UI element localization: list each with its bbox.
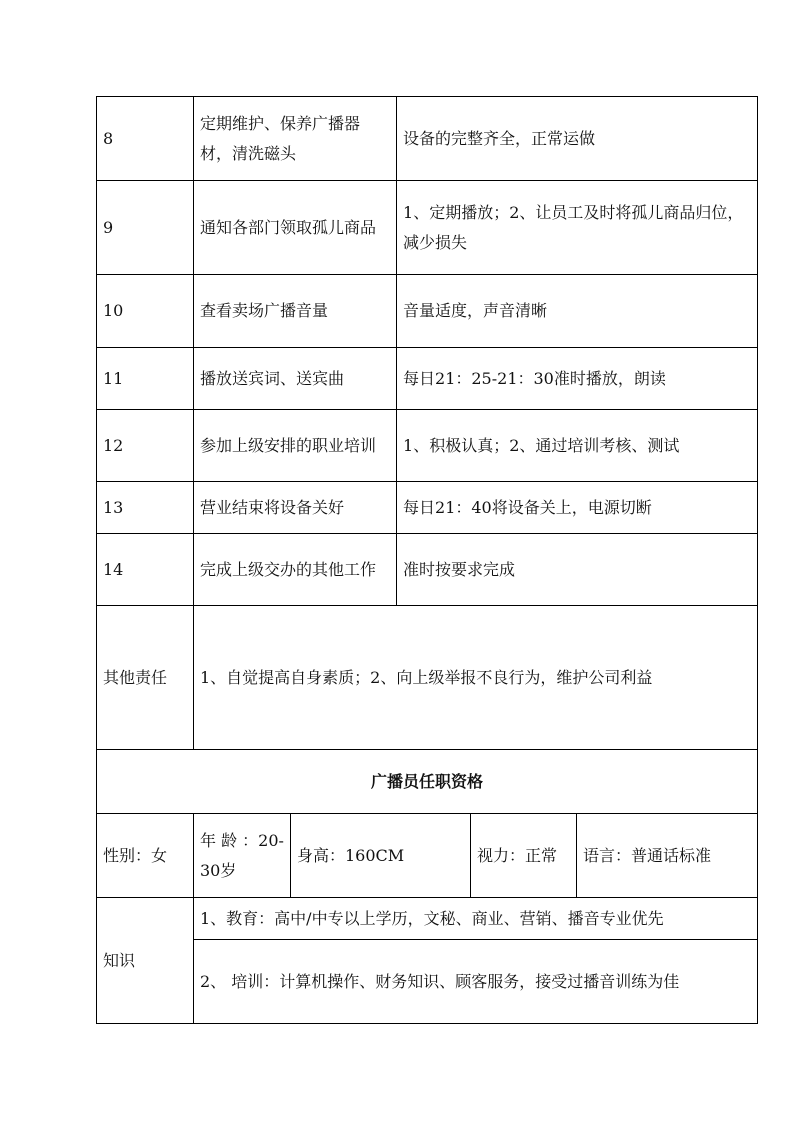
qualification-title: 广播员任职资格 bbox=[97, 750, 758, 814]
knowledge-label: 知识 bbox=[97, 898, 194, 1024]
knowledge-education-row bbox=[97, 898, 758, 940]
duty-task: 播放送宾词、送宾曲 bbox=[194, 348, 397, 410]
language-cell: 语言：普通话标准 bbox=[577, 814, 758, 898]
duty-row-9 bbox=[97, 181, 758, 275]
qualification-title-row bbox=[97, 750, 758, 814]
duty-number: 8 bbox=[97, 97, 194, 181]
duty-number: 9 bbox=[97, 181, 194, 275]
duty-task: 营业结束将设备关好 bbox=[194, 482, 397, 534]
duty-task: 通知各部门领取孤儿商品 bbox=[194, 181, 397, 275]
knowledge-training: 2、 培训：计算机操作、财务知识、顾客服务，接受过播音训练为佳 bbox=[194, 940, 758, 1024]
duty-row-14 bbox=[97, 534, 758, 606]
duty-task: 参加上级安排的职业培训 bbox=[194, 410, 397, 482]
job-description-table bbox=[96, 96, 758, 1024]
duty-row-10 bbox=[97, 275, 758, 348]
other-responsibilities-label: 其他责任 bbox=[97, 606, 194, 750]
duty-number: 13 bbox=[97, 482, 194, 534]
duty-standard: 音量适度，声音清晰 bbox=[397, 275, 758, 348]
duty-number: 11 bbox=[97, 348, 194, 410]
duty-row-8 bbox=[97, 97, 758, 181]
age-cell: 年 龄 ：20-30岁 bbox=[194, 814, 291, 898]
duty-row-13 bbox=[97, 482, 758, 534]
duty-number: 14 bbox=[97, 534, 194, 606]
qualification-basic-row bbox=[97, 814, 758, 898]
duty-standard: 准时按要求完成 bbox=[397, 534, 758, 606]
duty-row-11 bbox=[97, 348, 758, 410]
duty-standard: 设备的完整齐全，正常运做 bbox=[397, 97, 758, 181]
duty-task: 定期维护、保养广播器材，清洗磁头 bbox=[194, 97, 397, 181]
duty-number: 10 bbox=[97, 275, 194, 348]
duty-standard: 1、定期播放；2、让员工及时将孤儿商品归位，减少损失 bbox=[397, 181, 758, 275]
other-responsibilities-row bbox=[97, 606, 758, 750]
height-cell: 身高：160CM bbox=[291, 814, 471, 898]
duty-standard: 每日21：40将设备关上，电源切断 bbox=[397, 482, 758, 534]
duty-task: 查看卖场广播音量 bbox=[194, 275, 397, 348]
duty-task: 完成上级交办的其他工作 bbox=[194, 534, 397, 606]
duty-standard: 每日21：25-21：30准时播放，朗读 bbox=[397, 348, 758, 410]
other-responsibilities-text: 1、自觉提高自身素质；2、向上级举报不良行为，维护公司利益 bbox=[194, 606, 758, 750]
duty-number: 12 bbox=[97, 410, 194, 482]
duty-row-12 bbox=[97, 410, 758, 482]
knowledge-training-row bbox=[97, 940, 758, 1024]
duty-standard: 1、积极认真；2、通过培训考核、测试 bbox=[397, 410, 758, 482]
knowledge-education: 1、教育：高中/中专以上学历，文秘、商业、营销、播音专业优先 bbox=[194, 898, 758, 940]
gender-cell: 性别：女 bbox=[97, 814, 194, 898]
vision-cell: 视力：正常 bbox=[471, 814, 577, 898]
